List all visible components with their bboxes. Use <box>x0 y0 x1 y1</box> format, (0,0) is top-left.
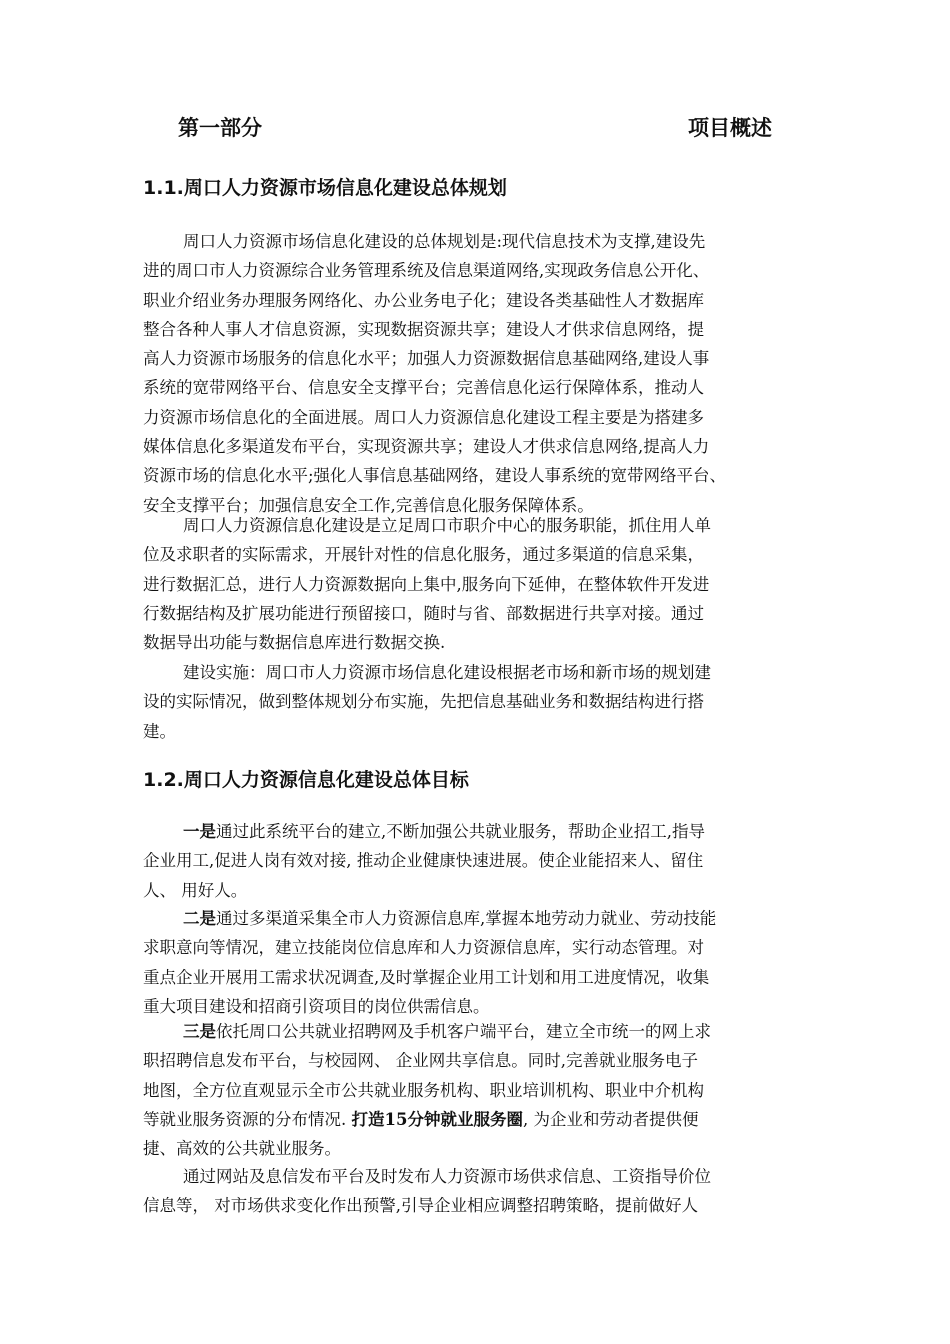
text-segment: 等就业服务资源的分布情况. <box>143 1109 352 1129</box>
text-line <box>143 904 819 933</box>
goal-lead: 三是 <box>183 1022 216 1041</box>
text-line: 周口人力资源信息化建设是立足周口市职介中心的服务职能，抓住用人单 <box>183 516 711 535</box>
paragraph-service-function <box>143 511 819 657</box>
goal-lead: 二是 <box>183 909 216 928</box>
paragraph-goal-two <box>143 904 819 1021</box>
goal-text: 通过此系统平台的建立,不断加强公共就业服务，帮助企业招工,指导 <box>216 822 705 841</box>
section-heading-1-1: 1.1.周口人力资源市场信息化建设总体规划 <box>143 177 507 199</box>
text-line: 信息等， 对市场供求变化作出预警,引导企业相应调整招聘策略，提前做好人 <box>143 1196 698 1216</box>
text-line: 建设实施：周口市人力资源市场信息化建设根据老市场和新市场的规划建 <box>183 663 711 682</box>
text-line: 进的周口市人力资源综合业务管理系统及信息渠道网络,实现政务信息公开化、 <box>143 261 710 281</box>
text-line: 高人力资源市场服务的信息化水平；加强人力资源数据信息基础网络,建设人事 <box>143 349 710 369</box>
text-line: 数据导出功能与数据信息库进行数据交换. <box>143 633 446 653</box>
text-line: 位及求职者的实际需求，开展针对性的信息化服务，通过多渠道的信息采集， <box>143 545 704 565</box>
text-line <box>143 1017 819 1046</box>
text-line: 建。 <box>143 721 176 741</box>
text-line: 职招聘信息发布平台，与校园网、 企业网共享信息。同时,完善就业服务电子 <box>143 1051 698 1071</box>
paragraph-closing <box>143 1162 819 1221</box>
text-line: 安全支撑平台；加强信息安全工作,完善信息化服务保障体系。 <box>143 495 594 515</box>
text-line: 力资源市场信息化的全面进展。周口人力资源信息化建设工程主要是为搭建多 <box>143 407 704 427</box>
text-line: 资源市场的信息化水平;强化人事信息基础网络，建设人事系统的宽带网络平台、 <box>143 466 727 486</box>
paragraph-goal-one <box>143 817 819 905</box>
text-line <box>143 1105 819 1134</box>
paragraph-implementation <box>143 658 819 746</box>
text-line: 通过网站及息信发布平台及时发布人力资源市场供求信息、工资指导价位 <box>183 1167 711 1186</box>
goal-text: 依托周口公共就业招聘网及手机客户端平台，建立全市统一的网上求 <box>216 1022 711 1041</box>
part-number: 第一部分 <box>178 116 262 140</box>
paragraph-goal-three <box>143 1017 819 1163</box>
text-line: 整合各种人事人才信息资源，实现数据资源共享；建设人才供求信息网络，提 <box>143 319 704 339</box>
section-heading-1-2: 1.2.周口人力资源信息化建设总体目标 <box>143 769 469 791</box>
text-line: 企业用工,促进人岗有效对接, 推动企业健康快速进展。使企业能招来人、留住 <box>143 851 704 871</box>
text-line <box>143 817 819 846</box>
part-title <box>178 112 772 144</box>
text-line: 系统的宽带网络平台、信息安全支撑平台；完善信息化运行保障体系，推动人 <box>143 378 704 398</box>
text-line: 求职意向等情况，建立技能岗位信息库和人力资源信息库，实行动态管理。对 <box>143 938 704 958</box>
text-line: 捷、高效的公共就业服务。 <box>143 1139 341 1159</box>
text-segment: , 为企业和劳动者提供便 <box>522 1109 699 1129</box>
part-name: 项目概述 <box>688 116 772 140</box>
text-line: 进行数据汇总，进行人力资源数据向上集中,服务向下延伸，在整体软件开发进 <box>143 574 710 594</box>
goal-text: 通过多渠道采集全市人力资源信息库,掌握本地劳动力就业、劳动技能 <box>216 909 717 928</box>
goal-lead: 一是 <box>183 822 216 841</box>
paragraph-overall-plan <box>143 227 819 520</box>
text-line: 设的实际情况，做到整体规划分布实施，先把信息基础业务和数据结构进行搭 <box>143 692 704 712</box>
text-line: 重点企业开展用工需求状况调查,及时掌握企业用工计划和用工进度情况，收集 <box>143 967 710 987</box>
text-line: 职业介绍业务办理服务网络化、办公业务电子化；建设各类基础性人才数据库 <box>143 290 704 310</box>
highlight-text: 打造15分钟就业服务圈 <box>351 1109 523 1129</box>
text-line: 人、 用好人。 <box>143 880 248 900</box>
text-line: 周口人力资源市场信息化建设的总体规划是:现代信息技术为支撑,建设先 <box>183 232 706 251</box>
text-line: 地图，全方位直观显示全市公共就业服务机构、职业培训机构、职业中介机构 <box>143 1080 704 1100</box>
text-line: 媒体信息化多渠道发布平台，实现资源共享；建设人才供求信息网络,提高人力 <box>143 437 710 457</box>
text-line: 行数据结构及扩展功能进行预留接口，随时与省、部数据进行共享对接。通过 <box>143 603 704 623</box>
text-line: 重大项目建设和招商引资项目的岗位供需信息。 <box>143 996 490 1016</box>
